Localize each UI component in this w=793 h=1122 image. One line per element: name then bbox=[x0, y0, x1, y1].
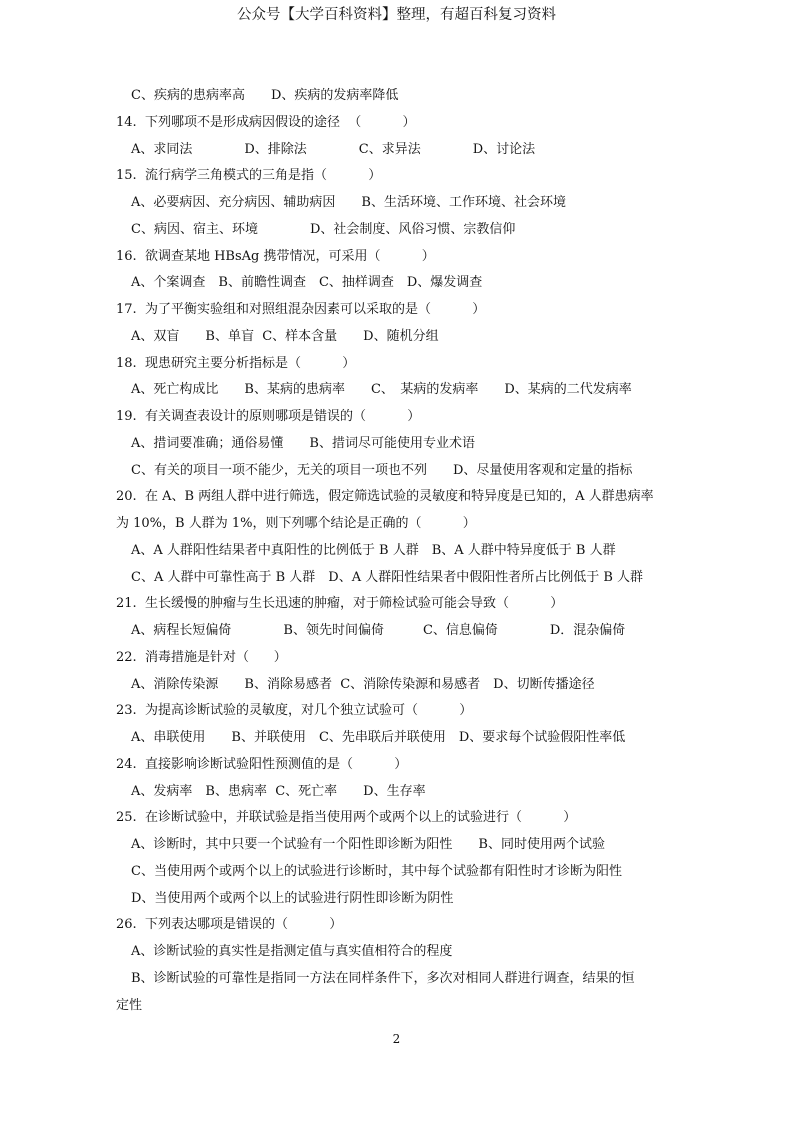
answer-options-line: C、当使用两个或两个以上的试验进行诊断时，其中每个试验都有阳性时才诊断为阳性 bbox=[131, 863, 622, 879]
answer-options-line: C、有关的项目一项不能少，无关的项目一项也不列 D、尽量使用客观和定量的指标 bbox=[131, 462, 633, 478]
question-continuation-line: 为 10%，B 人群为 1%，则下列哪个结论是正确的（ ） bbox=[116, 516, 476, 531]
question-line: 22. 消毒措施是针对（ ） bbox=[116, 649, 287, 665]
question-line: 19. 有关调查表设计的原则哪项是错误的（ ） bbox=[116, 409, 421, 424]
answer-options-line: C、病因、宿主、环境 D、社会制度、风俗习惯、宗教信仰 bbox=[131, 221, 516, 237]
question-line: 23. 为提高诊断试验的灵敏度，对几个独立试验可（ ） bbox=[116, 703, 473, 719]
answer-options-line: A、诊断试验的真实性是指测定值与真实值相符合的程度 bbox=[131, 944, 453, 959]
answer-options-line: C、疾病的患病率高 D、疾病的发病率降低 bbox=[131, 88, 399, 103]
question-line: 25. 在诊断试验中，并联试验是指当使用两个或两个以上的试验进行（ ） bbox=[116, 810, 577, 826]
answer-options-line: A、死亡构成比 B、某病的患病率 C、 某病的发病率 D、某病的二代发病率 bbox=[131, 382, 632, 398]
answer-options-line: D、当使用两个或两个以上的试验进行阴性即诊断为阴性 bbox=[131, 890, 454, 906]
page-header: 公众号【大学百科资料】整理，有超百科复习资料 bbox=[237, 7, 556, 23]
answer-options-line: B、诊断试验的可靠性是指同一方法在同样条件下，多次对相同人群进行调查，结果的恒 bbox=[131, 970, 635, 986]
question-continuation-line: 定性 bbox=[116, 997, 143, 1013]
answer-options-line: A、串联使用 B、并联使用 C、先串联后并联使用 D、要求每个试验假阳性率低 bbox=[131, 730, 626, 745]
answer-options-line: A、诊断时，其中只要一个试验有一个阳性即诊断为阳性 B、同时使用两个试验 bbox=[131, 837, 605, 852]
page-number: 2 bbox=[392, 1032, 401, 1046]
question-line: 14. 下列哪项不是形成病因假设的途径 （ ） bbox=[116, 114, 416, 130]
question-line: 24. 直接影响诊断试验阳性预测值的是（ ） bbox=[116, 756, 408, 772]
answer-options-line: A、必要病因、充分病因、辅助病因 B、生活环境、工作环境、社会环境 bbox=[131, 195, 566, 210]
question-line: 17. 为了平衡实验组和对照组混杂因素可以采取的是（ ） bbox=[116, 302, 486, 317]
question-line: 16. 欲调查某地 HBsAg 携带情况，可采用（ ） bbox=[116, 248, 435, 264]
answer-options-line: A、A 人群阳性结果者中真阳性的比例低于 B 人群 B、A 人群中特异度低于 B 人群 bbox=[131, 542, 616, 558]
answer-options-line: A、个案调查 B、前瞻性调查 C、抽样调查 D、爆发调查 bbox=[131, 275, 483, 291]
answer-options-line: A、求同法 D、排除法 C、求异法 D、讨论法 bbox=[131, 141, 536, 157]
answer-options-line: A、双盲 B、单盲 C、样本含量 D、随机分组 bbox=[131, 328, 439, 344]
answer-options-line: A、病程长短偏倚 B、领先时间偏倚 C、信息偏倚 D．混杂偏倚 bbox=[131, 623, 626, 638]
answer-options-line: A、消除传染源 B、消除易感者 C、消除传染源和易感者 D、切断传播途径 bbox=[131, 676, 595, 692]
question-line: 20. 在 A、B 两组人群中进行筛选，假定筛选试验的灵敏度和特异度是已知的，A 人群患病率 bbox=[116, 489, 654, 505]
answer-options-line: A、发病率 B、患病率 C、死亡率 D、生存率 bbox=[131, 783, 426, 799]
answer-options-line: A、措词要准确；通俗易懂 B、措词尽可能使用专业术语 bbox=[131, 435, 475, 451]
answer-options-line: C、A 人群中可靠性高于 B 人群 D、A 人群阳性结果者中假阳性者所占比例低于 B 人群 bbox=[131, 569, 644, 585]
question-line: 15. 流行病学三角模式的三角是指（ ） bbox=[116, 168, 382, 184]
question-line: 21. 生长缓慢的肿瘤与生长迅速的肿瘤，对于筛检试验可能会导致（ ） bbox=[116, 596, 564, 612]
question-line: 26. 下列表达哪项是错误的（ ） bbox=[116, 917, 343, 933]
question-line: 18. 现患研究主要分析指标是（ ） bbox=[116, 355, 356, 371]
